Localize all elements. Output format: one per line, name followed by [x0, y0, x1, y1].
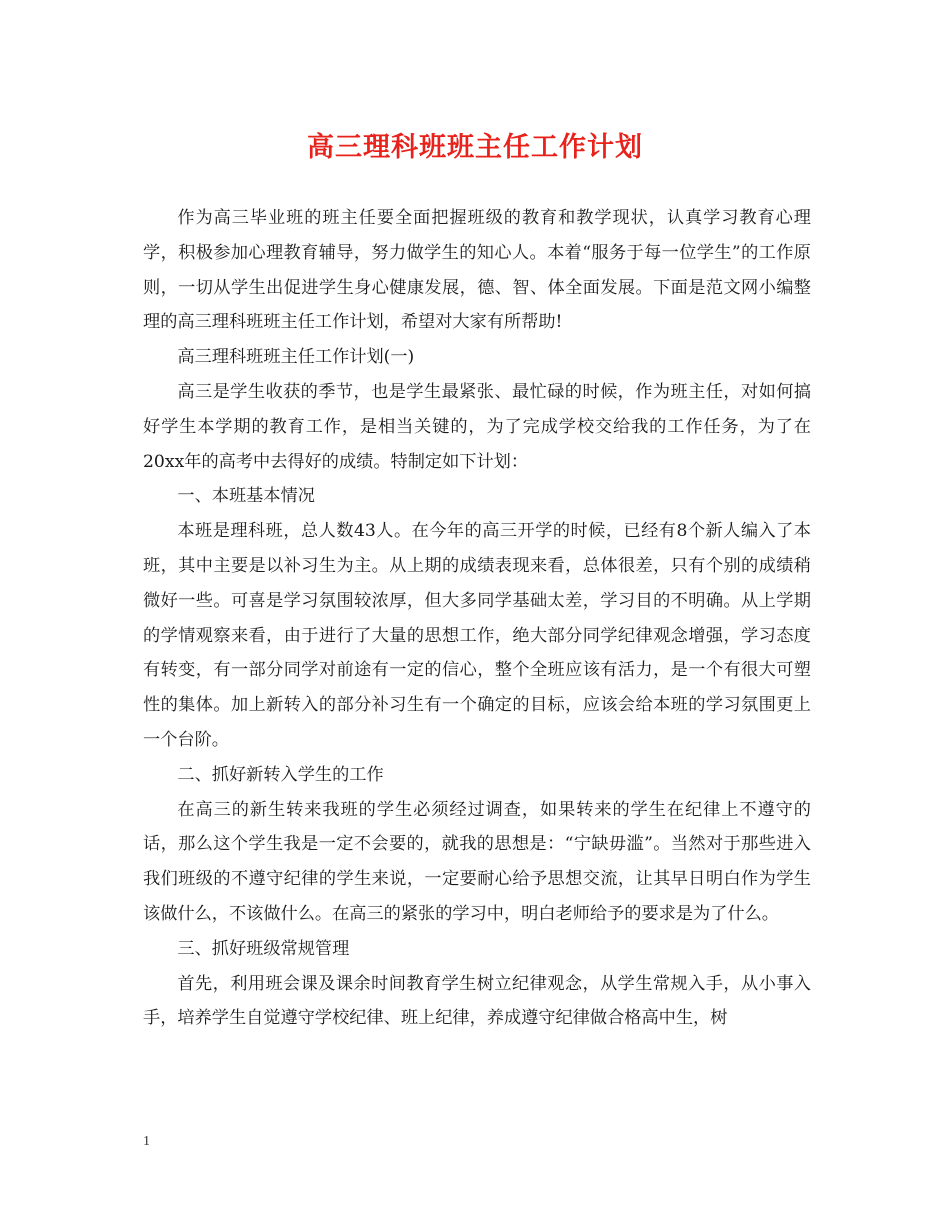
section-heading-plan-one: 高三理科班班主任工作计划(一)	[177, 347, 415, 368]
paragraph-intro: 作为高三毕业班的班主任要全面把握班级的教育和教学现状，认真学习教育心理学，积极参加心理教育辅导，努力做学生的知心人。本着“服务于每一位学生”的工作原则，一切从学生出促进学生身心健康发展，德、智、体全面发展。下面是范文网小编整理的高三理科班班主任工作计划，希望对大家有所帮助!	[143, 208, 811, 333]
document-body	[143, 201, 811, 1036]
paragraph-new-students: 在高三的新生转来我班的学生必须经过调查，如果转来的学生在纪律上不遵守的话，那么这个学生我是一定不会要的，就我的思想是：“宁缺毋滥”。当然对于那些进入我们班级的不遵守纪律的学生来说，一定要耐心给予思想交流，让其早日明白作为学生该做什么，不该做什么。在高三的紧张的学习中，明白老师给予的要求是为了什么。	[143, 799, 811, 924]
paragraph-class-management: 首先，利用班会课及课余时间教育学生树立纪律观念，从学生常规入手，从小事入手，培养学生自觉遵守学校纪律、班上纪律，养成遵守纪律做合格高中生，树	[143, 973, 811, 1029]
section-heading-class-situation: 一、本班基本情况	[177, 486, 315, 507]
paragraph-class-situation: 本班是理科班，总人数43人。在今年的高三开学的时候，已经有8个新人编入了本班，其中主要是以补习生为主。从上期的成绩表现来看，总体很差，只有个别的成绩稍微好一些。可喜是学习氛围较浓厚，但大多同学基础太差，学习目的不明确。从上学期的学情观察来看，由于进行了大量的思想工作，绝大部分同学纪律观念增强，学习态度有转变，有一部分同学对前途有一定的信心，整个全班应该有活力，是一个有很大可塑性的集体。加上新转入的部分补习生有一个确定的目标，应该会给本班的学习氛围更上一个台阶。	[143, 521, 811, 750]
section-heading-class-management: 三、抓好班级常规管理	[177, 938, 350, 959]
section-heading-new-students: 二、抓好新转入学生的工作	[177, 764, 384, 785]
page-number: 1	[143, 1134, 150, 1149]
document-title: 高三理科班班主任工作计划	[307, 132, 643, 163]
paragraph-plan-intro: 高三是学生收获的季节，也是学生最紧张、最忙碌的时候，作为班主任，对如何搞好学生本学期的教育工作，是相当关键的，为了完成学校交给我的工作任务，为了在20xx年的高考中去得好的成绩。特制定如下计划：	[143, 381, 811, 472]
